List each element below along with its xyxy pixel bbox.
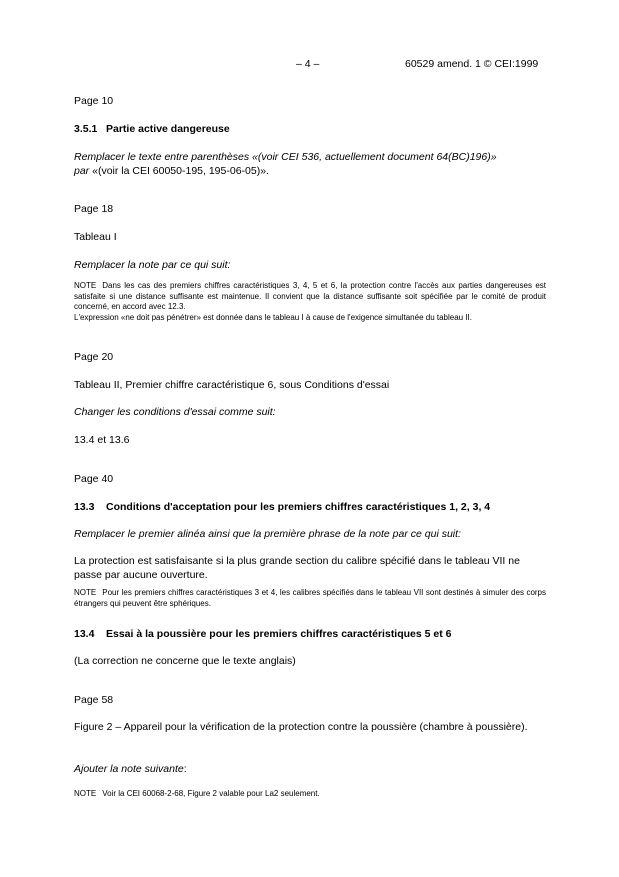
instruction-colon: : xyxy=(183,763,187,775)
note-label: NOTE xyxy=(74,588,97,597)
instruction-p18: Remplacer la note par ce qui suit: xyxy=(74,259,231,271)
instruction-line-1: Remplacer le texte entre parenthèses «(voir CEI 536, actuellement document 64(BC)196)» xyxy=(74,151,497,163)
note-label: NOTE xyxy=(74,281,97,290)
body-13-4: (La correction ne concerne que le texte anglais) xyxy=(74,655,296,667)
test-conditions: 13.4 et 13.6 xyxy=(74,434,130,446)
note-p58 xyxy=(74,789,546,800)
instruction-line-2 xyxy=(74,164,546,178)
section-number: 13.4 xyxy=(74,628,95,640)
section-title: Essai à la poussière pour les premiers chiffres caractéristiques 5 et 6 xyxy=(106,628,452,640)
instruction-text: Ajouter la note suivante xyxy=(74,763,184,775)
page-ref-58: Page 58 xyxy=(74,694,114,706)
note-label: NOTE xyxy=(74,789,97,798)
section-heading-13-4 xyxy=(74,627,546,641)
section-title: Partie active dangereuse xyxy=(106,123,230,135)
note-text: Dans les cas des premiers chiffres caractéristiques 3, 4, 5 et 6, la protection contre l'accès aux parties dangereuses est satisfaite si une distance suffisante est maintenue. Il convient que la distance suffisante soit spécifiée par le comité de produit concerné, en accord avec 12.3. xyxy=(74,281,546,311)
page-number: – 4 – xyxy=(296,58,320,70)
body-p40: La protection est satisfaisante si la plus grande section du calibre spécifié dans le tableau VII ne passe par aucune ouverture. xyxy=(74,555,520,581)
document-reference: 60529 amend. 1 © CEI:1999 xyxy=(405,58,539,70)
section-heading-13-3 xyxy=(74,500,546,514)
section-number: 13.3 xyxy=(74,501,95,513)
note-p18 xyxy=(74,281,546,313)
figure-caption: Figure 2 – Appareil pour la vérification de la protection contre la poussière (chambre à poussière). xyxy=(74,721,528,733)
page-ref-20: Page 20 xyxy=(74,351,114,363)
section-heading-3-5-1 xyxy=(74,122,546,136)
note-p18-second: L'expression «ne doit pas pénétrer» est donnée dans le tableau I à cause de l'exigence simultanée du tableau II. xyxy=(74,313,472,322)
page-ref-40: Page 40 xyxy=(74,473,114,485)
instruction-p58 xyxy=(74,762,546,776)
instruction-par: par xyxy=(74,165,90,177)
instruction-p20: Changer les conditions d'essai comme suit: xyxy=(74,406,276,418)
table-ref-1: Tableau I xyxy=(74,231,117,243)
page-ref-18: Page 18 xyxy=(74,203,114,215)
table-ref-2: Tableau II, Premier chiffre caractéristique 6, sous Conditions d'essai xyxy=(74,379,390,391)
note-text: Voir la CEI 60068-2-68, Figure 2 valable pour La2 seulement. xyxy=(102,789,320,798)
note-text: Pour les premiers chiffres caractéristiques 3 et 4, les calibres spécifiés dans le tableau VII sont destinés à simuler des corps étrangers qui peuvent être sphériques. xyxy=(74,588,546,608)
note-p40 xyxy=(74,588,546,609)
section-number: 3.5.1 xyxy=(74,123,98,135)
instruction-p10 xyxy=(74,150,546,178)
instruction-p40: Remplacer le premier alinéa ainsi que la première phrase de la note par ce qui suit: xyxy=(74,528,461,540)
instruction-replacement: «(voir la CEI 60050-195, 195-06-05)». xyxy=(89,165,269,177)
page-ref-10: Page 10 xyxy=(74,95,114,107)
section-title: Conditions d'acceptation pour les premiers chiffres caractéristiques 1, 2, 3, 4 xyxy=(106,501,491,513)
